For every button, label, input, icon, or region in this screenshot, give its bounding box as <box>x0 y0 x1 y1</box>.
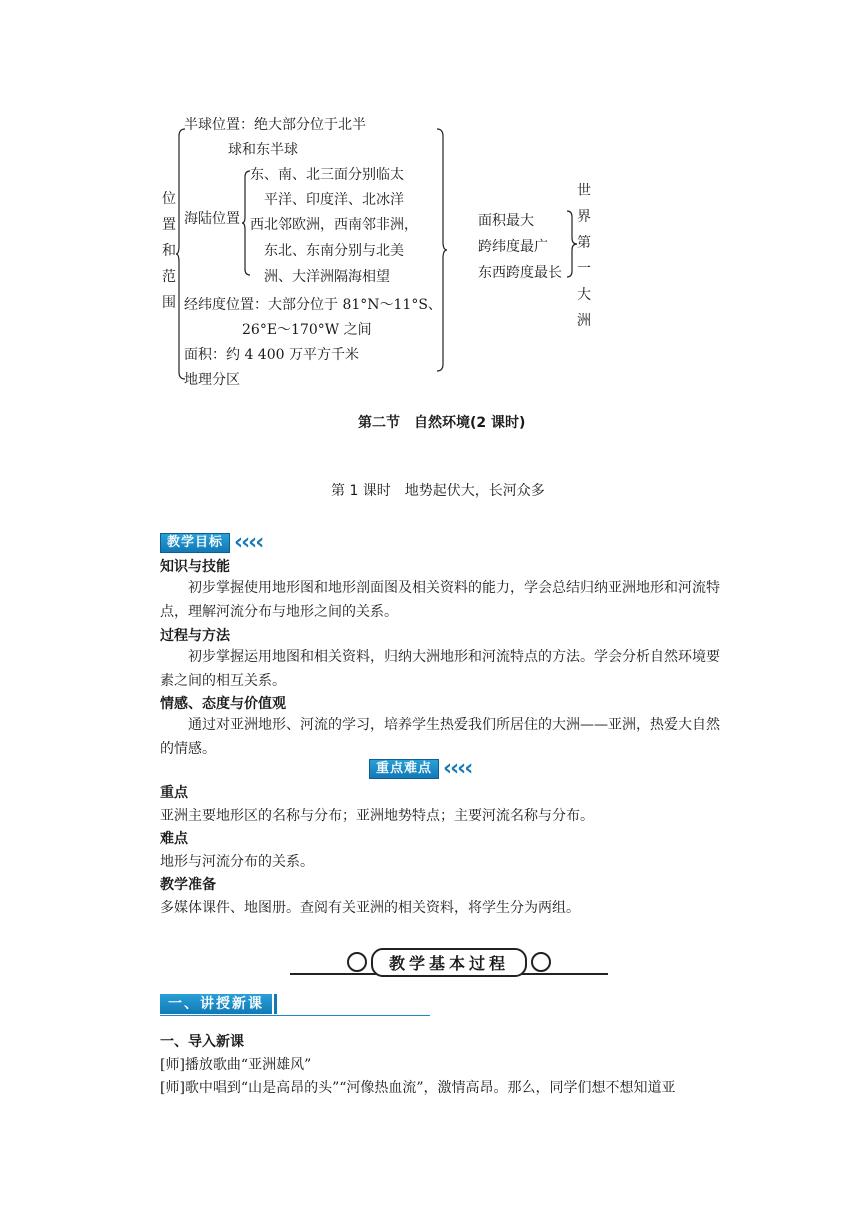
knowledge-text: 初步掌握使用地形图和地形剖面图及相关资料的能力，学会总结归纳亚洲地形和河流特点，理解河流分布与地形之间的关系。 <box>160 580 720 620</box>
part-banner <box>160 994 430 1018</box>
part-banner-mark <box>274 994 277 1014</box>
teacher-line-1: [师]播放歌曲“亚洲雄风” <box>160 1057 312 1073</box>
part-banner-label: 一、讲授新课 <box>160 994 272 1014</box>
prep-text: 多媒体课件、地图册。查阅有关亚洲的相关资料，将学生分为两组。 <box>160 900 580 916</box>
intro-heading: 一、导入新课 <box>160 1034 244 1050</box>
difficult-text: 地形与河流分布的关系。 <box>160 854 314 870</box>
goals-banner <box>160 530 263 555</box>
chevrons-icon: ‹‹‹‹ <box>443 756 472 781</box>
difficult-heading: 难点 <box>160 831 188 847</box>
key-banner <box>369 756 472 781</box>
feature-latitude: 跨纬度最广 <box>478 239 548 255</box>
key-heading: 重点 <box>160 785 188 801</box>
left-brace <box>176 128 186 380</box>
sea-land-line-5: 洲、大洋洲隔海相望 <box>264 269 390 285</box>
lesson-title: 第 1 课时 地势起伏大，长河众多 <box>331 483 545 499</box>
sea-land-line-3: 西北邻欧洲，西南邻非洲， <box>250 217 418 233</box>
feature-area: 面积最大 <box>478 213 534 229</box>
key-text: 亚洲主要地形区的名称与分布；亚洲地势特点；主要河流名称与分布。 <box>160 808 594 824</box>
teacher-line-2: [师]歌中唱到“山是高昂的头”“河像热血流”，激情高昂。那么，同学们想不想知道亚 <box>160 1080 676 1096</box>
hemisphere-line-1: 半球位置：绝大部分位于北半 <box>184 117 366 133</box>
scroll-end-left <box>347 952 367 972</box>
process-banner-label: 教学基本过程 <box>371 948 527 977</box>
knowledge-heading: 知识与技能 <box>160 559 230 575</box>
process-banner <box>290 945 608 979</box>
process-heading: 过程与方法 <box>160 628 230 644</box>
chevrons-icon: ‹‹‹‹ <box>234 530 263 555</box>
sea-land-line-1: 东、南、北三面分别临太 <box>250 167 404 183</box>
emotion-heading: 情感、态度与价值观 <box>160 696 286 712</box>
sea-land-label: 海陆位置 <box>184 211 240 227</box>
scroll-end-right <box>531 952 551 972</box>
sea-land-line-2: 平洋、印度洋、北冰洋 <box>264 192 404 208</box>
prep-heading: 教学准备 <box>160 877 216 893</box>
latlon-line-1: 经纬度位置：大部分位于 81°N～11°S、 <box>184 297 442 313</box>
right-brace <box>436 128 448 372</box>
section-title: 第二节 自然环境(2 课时) <box>358 415 526 431</box>
conclusion-label: 世界第一大洲 <box>577 183 591 329</box>
feature-longitude: 东西跨度最长 <box>478 265 562 281</box>
sea-land-line-4: 东北、东南分别与北美 <box>264 243 404 259</box>
latlon-line-2: 26°E～170°W 之间 <box>242 322 372 338</box>
hemisphere-line-2: 球和东半球 <box>228 142 298 158</box>
process-banner-scroll <box>324 949 574 975</box>
emotion-text: 通过对亚洲地形、河流的学习，培养学生热爱我们所居住的大洲——亚洲，热爱大自然的情感。 <box>160 717 720 757</box>
key-banner-label: 重点难点 <box>369 759 439 779</box>
area-line: 面积：约 4 400 万平方千米 <box>184 347 359 363</box>
outline-root-label: 位置和范围 <box>162 191 176 311</box>
goals-banner-label: 教学目标 <box>160 533 230 553</box>
process-text: 初步掌握运用地图和相关资料，归纳大洲地形和河流特点的方法。学会分析自然环境要素之间的相互关系。 <box>160 649 720 689</box>
part-banner-rule <box>160 1015 430 1016</box>
regions-line: 地理分区 <box>184 372 240 388</box>
